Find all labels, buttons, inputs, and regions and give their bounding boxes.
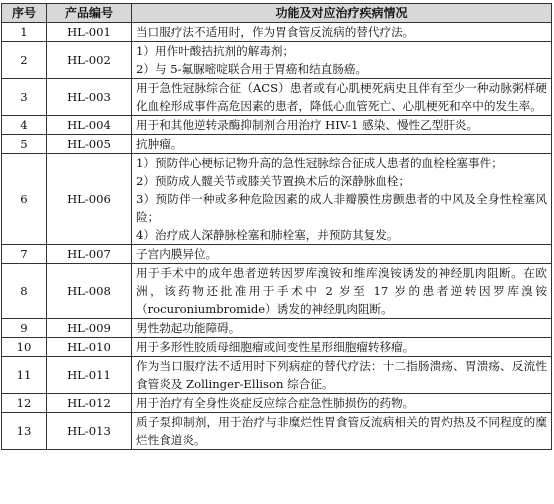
row-description: [132, 135, 552, 154]
table-row: [2, 245, 552, 264]
row-product-code: HL-008: [47, 264, 132, 319]
row-seq: 12: [2, 394, 47, 413]
row-description: [132, 245, 552, 264]
row-description: [132, 264, 552, 319]
row-description: [132, 23, 552, 42]
row-seq: 4: [2, 116, 47, 135]
product-table: [1, 3, 552, 450]
row-seq: 5: [2, 135, 47, 154]
row-description: [132, 413, 552, 450]
row-product-code: HL-003: [47, 79, 132, 116]
row-seq: 1: [2, 23, 47, 42]
row-product-code: HL-013: [47, 413, 132, 450]
row-description: [132, 338, 552, 357]
row-seq: 7: [2, 245, 47, 264]
table-body: [2, 23, 552, 450]
table-row: [2, 116, 552, 135]
description-line: 4）治疗成人深静脉栓塞和肺栓塞，并预防其复发。: [136, 228, 399, 242]
description-line: 抗肿瘤。: [136, 137, 183, 151]
row-product-code: HL-010: [47, 338, 132, 357]
header-seq: 序号: [2, 4, 47, 23]
description-line: 作为当口服疗法不适用时下列病症的替代疗法：十二指肠溃疡、胃溃疡、反流性食管炎及 Zollinger-Ellison 综合征。: [136, 359, 547, 391]
header-row: [2, 4, 552, 23]
description-line: 男性勃起功能障碍。: [136, 321, 241, 335]
row-description: [132, 154, 552, 245]
row-product-code: HL-001: [47, 23, 132, 42]
row-seq: 8: [2, 264, 47, 319]
table-row: [2, 338, 552, 357]
row-product-code: HL-004: [47, 116, 132, 135]
table-header: [2, 4, 552, 23]
table-row: [2, 42, 552, 79]
row-seq: 3: [2, 79, 47, 116]
table-row: [2, 357, 552, 394]
description-line: 2）预防成人髋关节或膝关节置换术后的深静脉血栓；: [136, 174, 411, 188]
row-product-code: HL-009: [47, 319, 132, 338]
description-line: 质子泵抑制剂，用于治疗与非糜烂性胃食管反流病相关的胃灼热及不同程度的糜烂性食道炎。: [136, 415, 547, 447]
header-product-code: 产品编号: [47, 4, 132, 23]
row-product-code: HL-002: [47, 42, 132, 79]
row-seq: 6: [2, 154, 47, 245]
row-description: [132, 116, 552, 135]
row-description: [132, 79, 552, 116]
table-row: [2, 79, 552, 116]
description-line: 用于治疗有全身性炎症反应综合症急性肺损伤的药物。: [136, 396, 415, 410]
description-line: 当口服疗法不适用时，作为胃食管反流病的替代疗法。: [136, 25, 415, 39]
row-seq: 2: [2, 42, 47, 79]
row-seq: 9: [2, 319, 47, 338]
header-description: 功能及对应治疗疾病情况: [132, 4, 552, 23]
table-row: [2, 264, 552, 319]
row-seq: 13: [2, 413, 47, 450]
table-row: [2, 413, 552, 450]
table-row: [2, 154, 552, 245]
description-line: 1）预防伴心梗标记物升高的急性冠脉综合征成人患者的血栓栓塞事件；: [136, 156, 503, 170]
row-product-code: HL-005: [47, 135, 132, 154]
table-row: [2, 319, 552, 338]
description-line: 用于多形性胶质母细胞瘤或间变性星形细胞瘤转移瘤。: [136, 340, 415, 354]
description-line: 3）预防伴一种或多种危险因素的成人非瓣膜性房颤患者的中风及全身性栓塞风险；: [136, 192, 547, 224]
table-row: [2, 394, 552, 413]
row-description: [132, 319, 552, 338]
description-line: 1）用作叶酸拮抗剂的解毒剂；: [136, 44, 295, 58]
description-line: 用于急性冠脉综合征（ACS）患者或有心肌梗死病史且伴有至少一种动脉粥样硬化血栓形成事件高危因素的患者，降低心血管死亡、心肌梗死和卒中的发生率。: [136, 81, 547, 113]
row-description: [132, 42, 552, 79]
description-line: 用于和其他逆转录酶抑制剂合用治疗 HIV-1 感染、慢性乙型肝炎。: [136, 118, 479, 132]
table-row: [2, 23, 552, 42]
row-product-code: HL-011: [47, 357, 132, 394]
table-row: [2, 135, 552, 154]
description-line: 2）与 5-氟脲嘧啶联合用于胃癌和结直肠癌。: [136, 62, 368, 76]
description-line: 用于手术中的成年患者逆转因罗库溴铵和维库溴铵诱发的神经肌肉阻断。在欧洲，该药物还批准用于手术中 2 岁至 17 岁的患者逆转因罗库溴铵（rocuroniumbromide）诱发的神经肌肉阻断。: [136, 266, 547, 316]
row-seq: 11: [2, 357, 47, 394]
row-product-code: HL-006: [47, 154, 132, 245]
description-line: 子宫内膜异位。: [136, 247, 218, 261]
row-description: [132, 357, 552, 394]
row-product-code: HL-012: [47, 394, 132, 413]
row-product-code: HL-007: [47, 245, 132, 264]
row-seq: 10: [2, 338, 47, 357]
row-description: [132, 394, 552, 413]
